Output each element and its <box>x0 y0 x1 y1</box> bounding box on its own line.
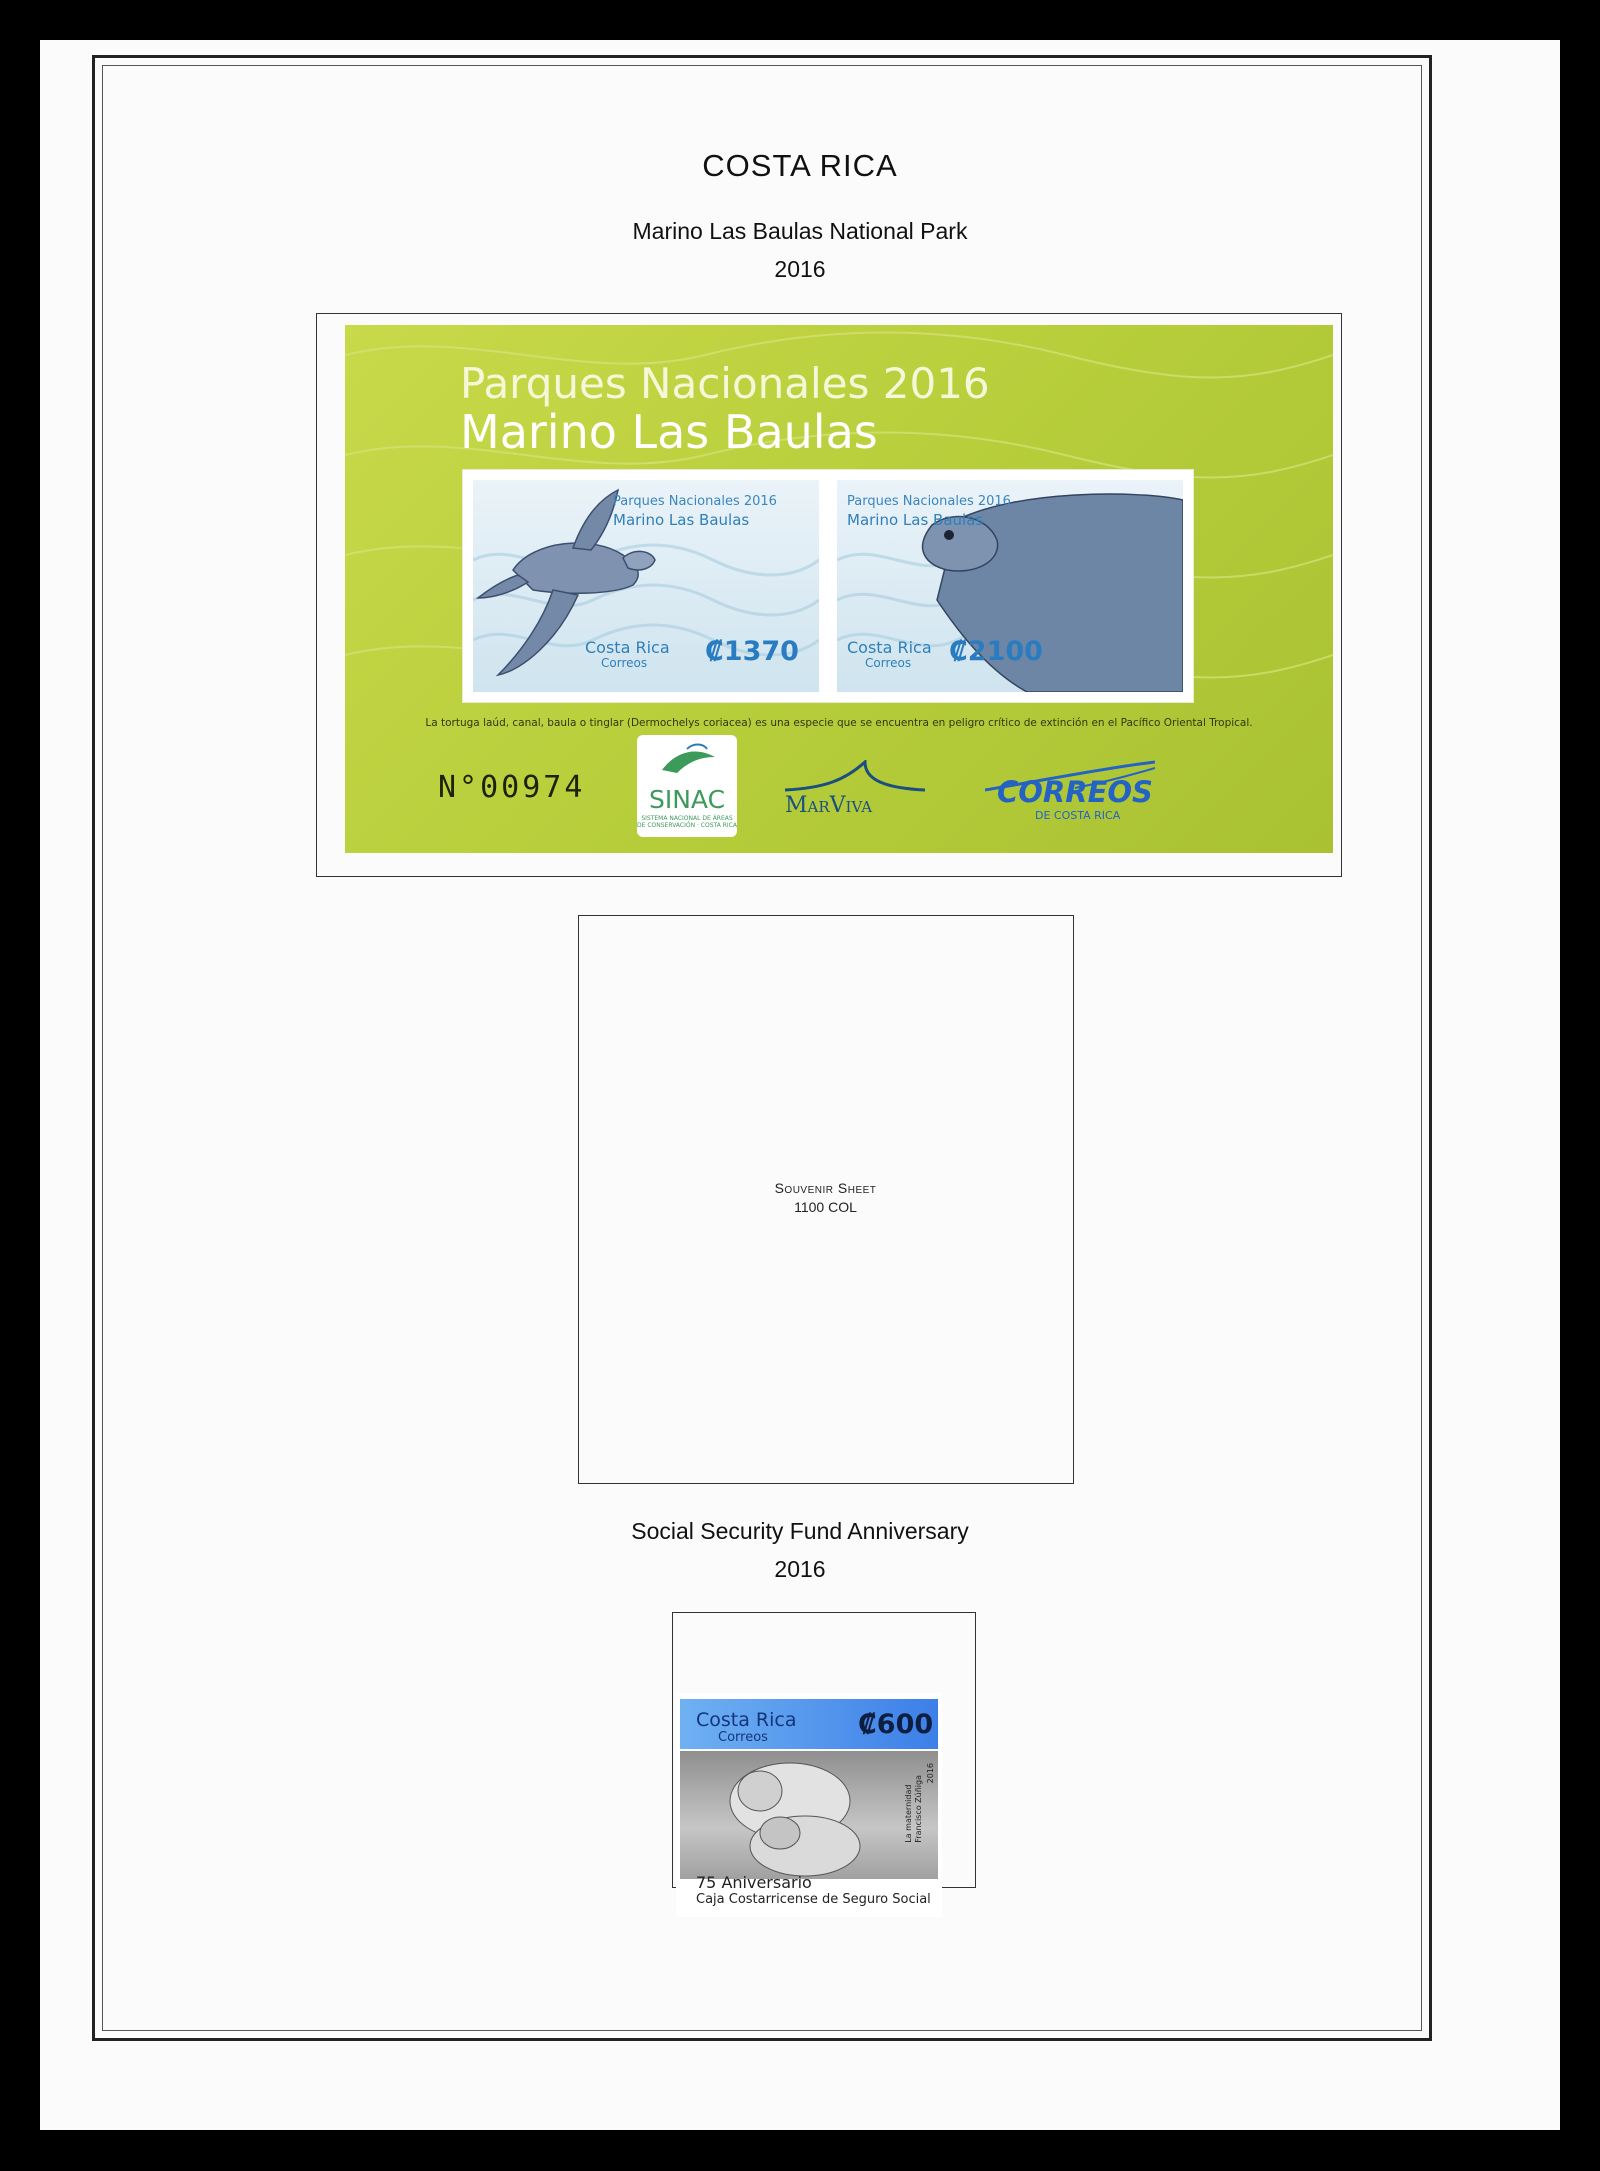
sheet-caption: La tortuga laúd, canal, baula o tinglar (Dermochelys coriacea) es una especie que se encuentra en peligro crítico de extinción en el Pacífico Oriental Tropical. <box>425 717 1253 729</box>
stamp3-post: Correos <box>718 1730 768 1745</box>
stamp1-value: ₡1370 <box>705 636 799 667</box>
souvenir-sheet <box>345 325 1333 853</box>
correos-logo-subtext: DE COSTA RICA <box>1035 809 1121 822</box>
stamp1-name: Marino Las Baulas <box>613 511 750 529</box>
mother-child-sculpture-image <box>680 1751 938 1879</box>
stamp1-post: Correos <box>601 656 648 670</box>
country-title: COSTA RICA <box>702 148 898 183</box>
sheet-title-line1: Parques Nacionales 2016 <box>460 359 990 408</box>
empty-mount-value: 1100 COL <box>794 1199 857 1215</box>
sinac-subtext: SISTEMA NACIONAL DE ÁREAS DE CONSERVACIÓN · COSTA RICA <box>637 815 737 829</box>
stamp-1370 <box>473 480 819 692</box>
sheet-title-line2: Marino Las Baulas <box>460 405 878 459</box>
stamp3-country: Costa Rica <box>696 1709 797 1731</box>
stamp2-country: Costa Rica <box>847 638 932 657</box>
sinac-bird-icon <box>637 735 737 785</box>
stamp2-small-title: Parques Nacionales 2016 <box>847 494 1011 509</box>
stamp-pair <box>463 470 1193 702</box>
stamp2-name: Marino Las Baulas <box>847 511 984 529</box>
section2-heading: Social Security Fund Anniversary <box>631 1518 969 1544</box>
marviva-logo-text: MarViva <box>785 793 873 818</box>
stamp3-side-line2: Francisco Zúñiga <box>914 1775 923 1843</box>
correos-logo-text: CORREOS <box>997 775 1153 809</box>
stamp-600 <box>676 1693 942 1917</box>
section1-heading: Marino Las Baulas National Park <box>632 218 968 244</box>
section1-year: 2016 <box>774 256 826 282</box>
empty-mount-label: Souvenir Sheet <box>774 1180 877 1196</box>
stamp2-post: Correos <box>865 656 912 670</box>
stamp3-side-year: 2016 <box>926 1763 935 1784</box>
section2-year: 2016 <box>774 1556 826 1582</box>
sinac-logo <box>637 735 737 837</box>
stamp1-country: Costa Rica <box>585 638 670 657</box>
stamp2-value: ₡2100 <box>949 636 1043 667</box>
stamp-2100 <box>837 480 1183 692</box>
stamp1-small-title: Parques Nacionales 2016 <box>613 494 777 509</box>
sculpture-photo <box>680 1751 938 1879</box>
stamp3-side-text <box>904 1775 924 1843</box>
stamp3-institution: Caja Costarricense de Seguro Social <box>696 1892 931 1907</box>
empty-souvenir-sheet-mount <box>578 915 1074 1484</box>
serial-number: N°00974 <box>438 770 586 805</box>
stamp3-value: ₡600 <box>858 1709 934 1740</box>
stamp3-anniversary: 75 Aniversario <box>696 1873 812 1892</box>
stamp3-side-line1: La maternidad <box>904 1784 913 1843</box>
sinac-text: SINAC <box>648 785 726 814</box>
